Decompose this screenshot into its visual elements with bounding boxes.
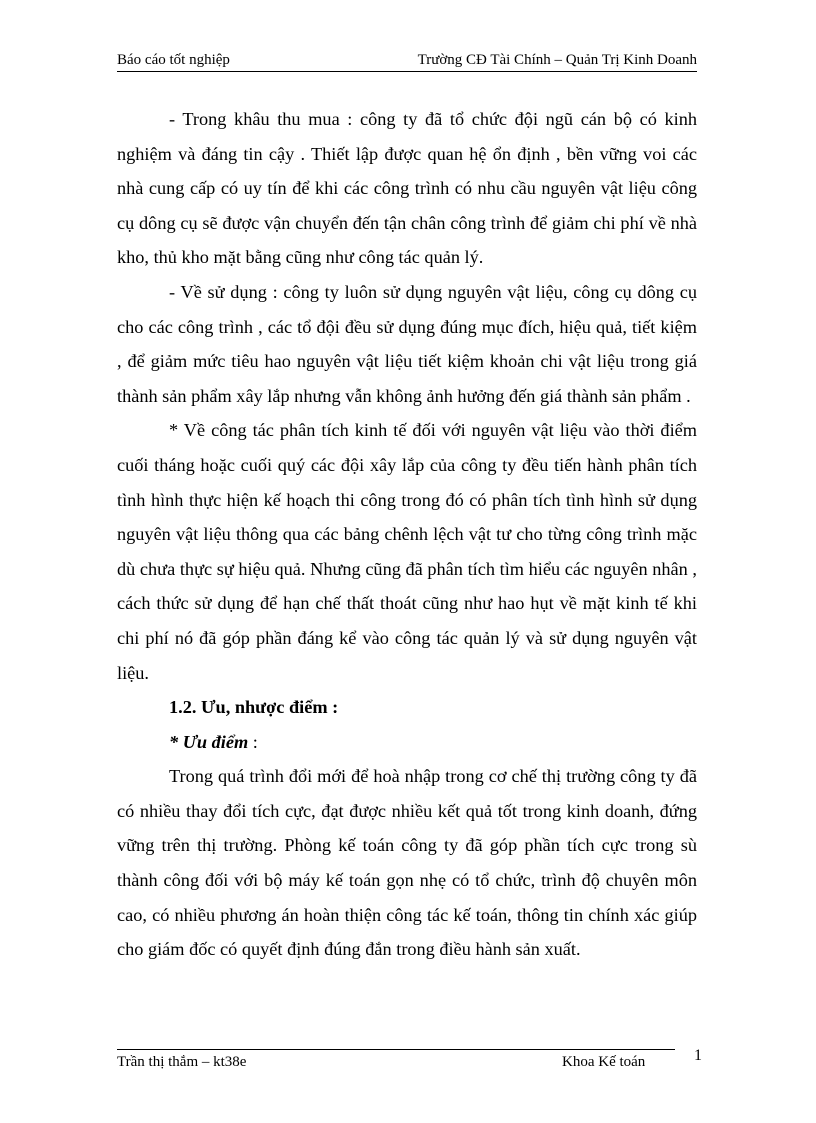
footer-divider — [117, 1049, 675, 1050]
subsection-heading-label: * Ưu điểm — [169, 731, 249, 752]
footer-author: Trần thị thắm – kt38e — [117, 1054, 247, 1070]
paragraph-economic-analysis: * Về công tác phân tích kinh tế đối với nguyên vật liệu vào thời điểm cuối tháng hoặc cuối quý các đội xây lắp của công ty đều tiến hành phân tích tình hình thực hiện kế hoạch thi công trong đó có phân tích tình hình sử dụng nguyên vật liệu thông qua các bảng chênh lệch vật tư cho từng công trình mặc dù chưa thực sự hiệu quả. Nhưng cũng đã phân tích tìm hiểu các nguyên nhân , cách thức sử dụng để hạn chế thất thoát cũng như hao hụt về mặt kinh tế khi chi phí nó đã góp phần đáng kể vào công tác quản lý và sử dụng nguyên vật liệu. — [117, 420, 697, 683]
section-heading: 1.2. Ưu, nhược điểm : — [169, 697, 339, 718]
paragraph-advantages: Trong quá trình đổi mới để hoà nhập trong cơ chế thị trường công ty đã có nhiều thay đổi tích cực, đạt được nhiều kết quả tốt trong kinh doanh, đứng vững trên thị trường. Phòng kế toán công ty đã góp phần tích cực trong sù thành công đối với bộ máy kế toán gọn nhẹ có tổ chức, trình độ chuyên môn cao, có nhiều phương án hoàn thiện công tác kế toán, thông tin chính xác giúp cho giám đốc có quyết định đúng đắn trong điều hành sản xuất. — [117, 766, 697, 960]
header-school-name: Trường CĐ Tài Chính – Quản Trị Kinh Doanh — [417, 52, 697, 68]
page-header — [117, 52, 697, 72]
page-body — [117, 102, 697, 967]
paragraph-usage: - Về sử dụng : công ty luôn sử dụng nguyên vật liệu, công cụ dông cụ cho các công trình , các tổ đội đều sử dụng đúng mục đích, hiệu quả, tiết kiệm , để giảm mức tiêu hao nguyên vật liệu tiết kiệm khoản chi vật liệu trong giá thành sản phẩm xây lắp nhưng vẫn không ảnh hưởng đến giá thành sản phẩm . — [117, 281, 697, 406]
header-report-title: Báo cáo tốt nghiệp — [117, 52, 230, 68]
footer-department: Khoa Kế toán — [562, 1054, 646, 1070]
subsection-heading — [117, 725, 697, 760]
header-divider — [117, 71, 697, 72]
page-number: 1 — [694, 1047, 702, 1064]
paragraph-purchasing: - Trong khâu thu mua : công ty đã tổ chức đội ngũ cán bộ có kinh nghiệm và đáng tin cậy . Thiết lập được quan hệ ổn định , bền vững voi các nhà cung cấp có uy tín để khi các công trình có nhu cầu nguyên vật liệu công cụ dông cụ sẽ được vận chuyển đến tận chân công trình để giảm chi phí về nhà kho, thủ kho mặt bằng cũng như công tác quản lý. — [117, 109, 697, 268]
page-footer — [117, 1054, 697, 1076]
subsection-heading-colon: : — [248, 731, 258, 752]
